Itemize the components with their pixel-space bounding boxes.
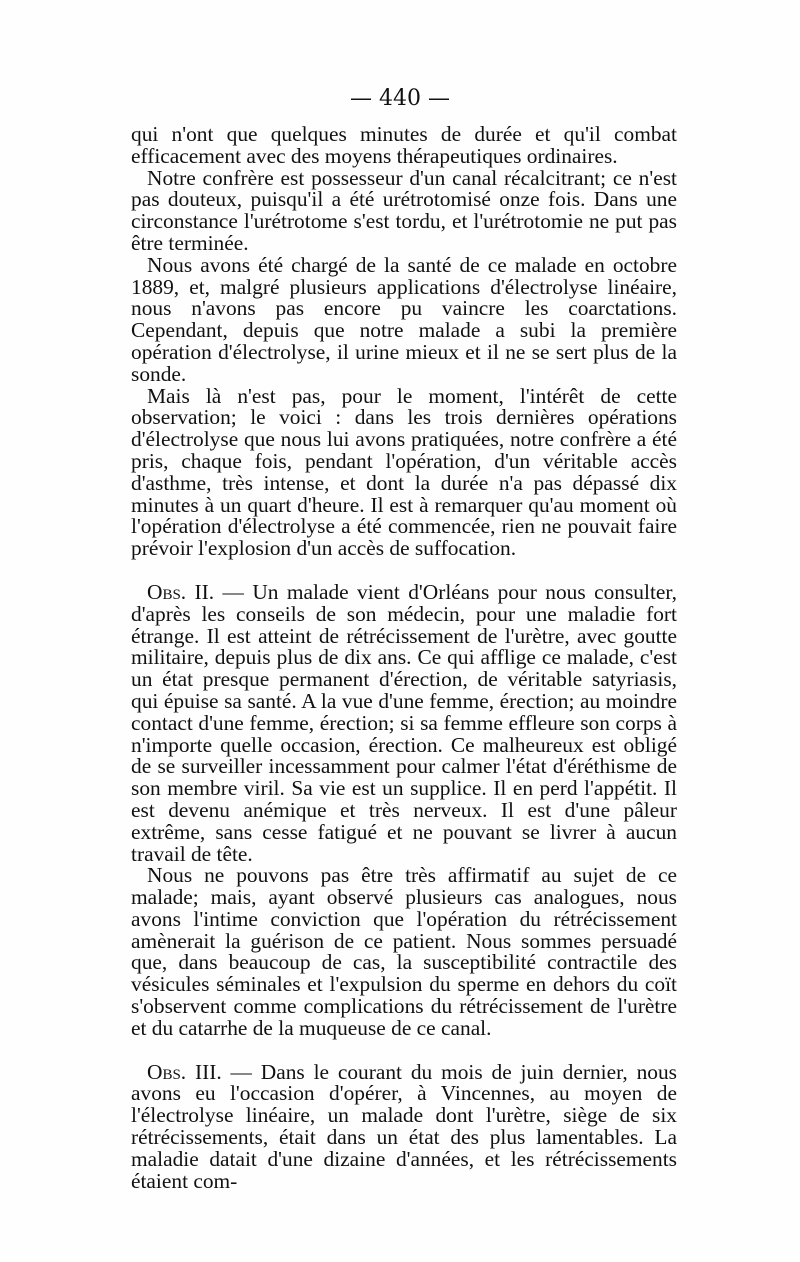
paragraph: Notre confrère est possesseur d'un canal récalcitrant; ce n'est pas douteux, puisqu'il a été urétrotomisé onze fois. Dans une circonstance l'urétrotome s'est tordu, et l'urétrotomie ne put pas être terminée.: [131, 165, 677, 255]
observation-text: — Un malade vient d'Orléans pour nous consulter, d'après les conseils de son médecin, pour une maladie fort étrange. Il est atteint de rétrécissement de l'urètre, avec goutte militaire, depuis plus de dix ans. Ce qui afflige ce malade, c'est un état presque permanent d'érection, de véritable satyriasis, qui épuise sa santé. A la vue d'une femme, érection; au moindre contact d'une femme, érection; si sa femme effleure son corps à n'importe quelle occasion, érection. Ce malheureux est obligé de se surveiller incessamment pour calmer l'état d'éréthisme de son membre viril. Sa vie est un supplice. Il en perd l'appétit. Il est devenu anémique et très nerveux. Il est d'une pâleur extrême, sans cesse fatigué et ne pouvant se livrer à aucun travail de tête.: [131, 579, 677, 866]
paragraph: Nous avons été chargé de la santé de ce malade en octobre 1889, et, malgré plusieurs applications d'électrolyse linéaire, nous n'avons pas encore pu vaincre les coarctations. Cependant, depuis que notre malade a subi la première opération d'électrolyse, il urine mieux et il ne se sert plus de la sonde.: [131, 252, 677, 386]
observation-text: — Dans le courant du mois de juin dernier, nous avons eu l'occasion d'opérer, à Vincennes, au moyen de l'électrolyse linéaire, un malade dont l'urètre, siège de six rétrécissements, était dans un état des plus lamentables. La maladie datait d'une dizaine d'années, et les rétrécissements étaient com-: [131, 1059, 677, 1193]
observation-paragraph: [131, 1059, 677, 1193]
paragraph: Mais là n'est pas, pour le moment, l'intérêt de cette observation; le voici : dans les trois dernières opérations d'électrolyse que nous lui avons pratiquées, notre confrère a été pris, chaque fois, pendant l'opération, d'un véritable accès d'asthme, très intense, et dont la durée n'a pas dépassé dix minutes à un quart d'heure. Il est à remarquer qu'au moment où l'opération d'électrolyse a été commencée, rien ne pouvait faire prévoir l'explosion d'un accès de suffocation.: [131, 383, 677, 561]
body-text: [131, 124, 677, 1192]
observation-label: Obs. II.: [147, 579, 215, 604]
observation-label: Obs. III.: [147, 1059, 222, 1084]
observation-paragraph: [131, 579, 677, 866]
paragraph: qui n'ont que quelques minutes de durée et qu'il combat efficacement avec des moyens thérapeutiques ordinaires.: [131, 122, 677, 168]
page-number: — 440 —: [350, 86, 450, 111]
paragraph: Nous ne pouvons pas être très affirmatif au sujet de ce malade; mais, ayant observé plusieurs cas analogues, nous avons l'intime conviction que l'opération du rétrécissement amènerait la guérison de ce patient. Nous sommes persuadé que, dans beaucoup de cas, la susceptibilité contractile des vésicules séminales et l'expulsion du sperme en dehors du coït s'observent comme complications du rétrécissement de l'urètre et du catarrhe de la muqueuse de ce canal.: [131, 863, 677, 1040]
